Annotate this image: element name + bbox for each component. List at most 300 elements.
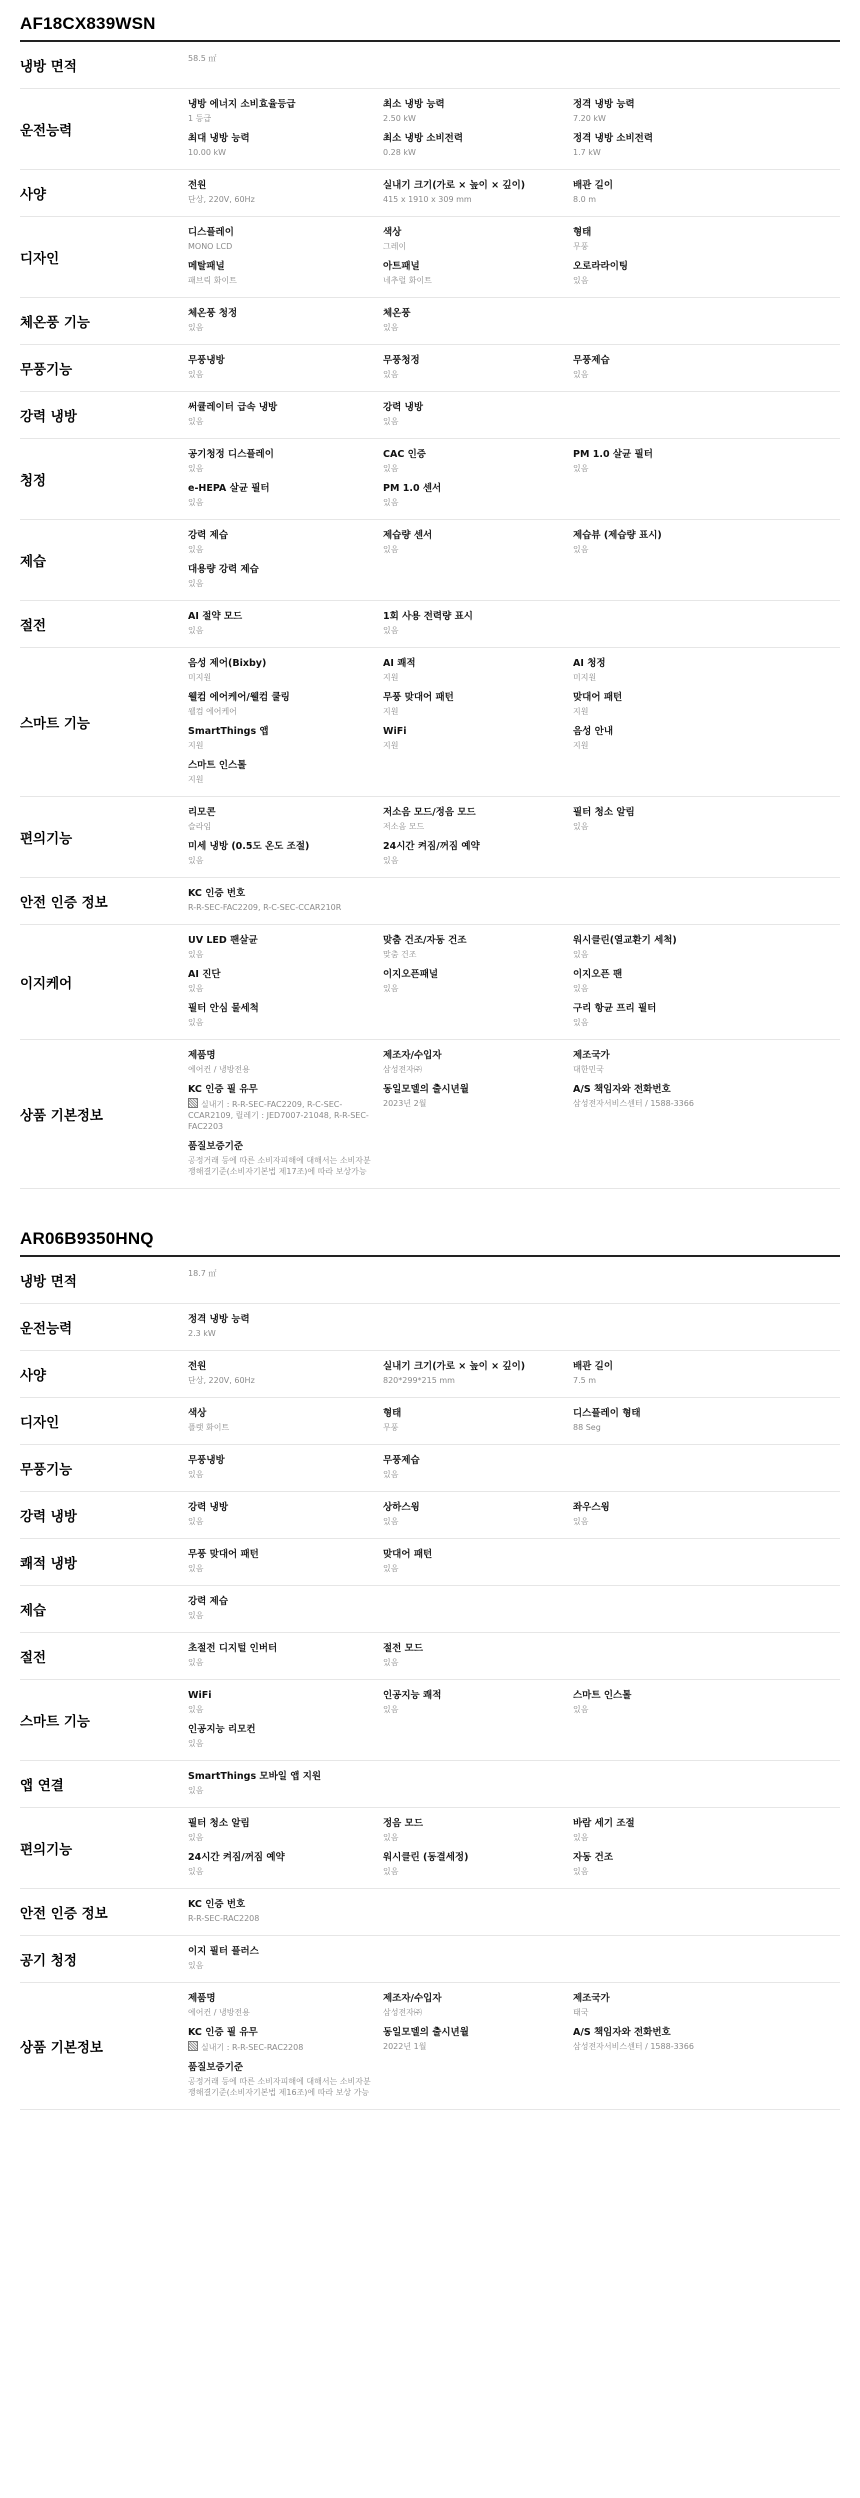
spec-item-value-text: 있음 [188, 856, 204, 865]
spec-item-value [188, 544, 375, 555]
spec-section [20, 1351, 840, 1398]
spec-item-name: 바람 세기 조절 [573, 1818, 635, 1829]
spec-item-value-text: 지원 [188, 741, 204, 750]
spec-item-name: 실내기 크기(가로 × 높이 × 깊이) [383, 180, 526, 191]
spec-item-value-text: 플랫 화이트 [188, 1423, 230, 1432]
spec-item-name: CAC 인증 [383, 449, 426, 460]
spec-item-name: 필터 안심 물세척 [188, 1003, 259, 1014]
spec-item-value-text: 820*299*215 mm [383, 1376, 455, 1385]
product-spec-block [20, 14, 840, 1189]
spec-item [573, 1404, 840, 1438]
spec-item-value [383, 241, 565, 252]
spec-item [188, 2058, 383, 2103]
spec-item [188, 607, 383, 641]
spec-item-value-text: 있음 [188, 370, 204, 379]
spec-item [188, 722, 383, 756]
spec-item-value [383, 113, 565, 124]
spec-item-name: SmartThings 앱 [188, 726, 269, 737]
spec-item-name: 써큘레이터 급속 냉방 [188, 402, 278, 413]
kc-mark-icon [188, 1098, 198, 1108]
spec-item-value-text: 있음 [383, 1833, 399, 1842]
spec-item [383, 722, 573, 756]
spec-category-label: 쾌적 냉방 [20, 1556, 77, 1572]
spec-item-value [383, 1563, 565, 1574]
spec-item [188, 1814, 383, 1848]
spec-category-label: 스마트 기능 [20, 1714, 90, 1730]
spec-item-value [188, 53, 375, 64]
spec-item-value [383, 1422, 565, 1433]
spec-section [20, 1983, 840, 2110]
spec-items-grid [188, 89, 840, 169]
spec-item-value [188, 1960, 375, 1971]
spec-item-value-text: 있음 [188, 1018, 204, 1027]
spec-item-value-text: 에어컨 / 냉방전용 [188, 1065, 250, 1074]
spec-section [20, 42, 840, 89]
spec-item-name: 24시간 켜짐/꺼짐 예약 [188, 1852, 285, 1863]
spec-item-value [188, 855, 375, 866]
spec-item-value [383, 1657, 565, 1668]
spec-items-grid [188, 878, 840, 924]
spec-item-value [188, 1738, 375, 1749]
spec-item-value-text: 10.00 kW [188, 148, 226, 157]
spec-item-value-text: 있음 [188, 1470, 204, 1479]
spec-category-label: 편의기능 [20, 1842, 73, 1858]
spec-item-name: 형태 [573, 227, 592, 238]
spec-items-grid [188, 601, 840, 647]
spec-item-name: 이지 필터 플러스 [188, 1946, 259, 1957]
spec-item [573, 688, 840, 722]
spec-item-value [383, 740, 565, 751]
spec-item [188, 1989, 383, 2023]
spec-item-name: 무풍냉방 [188, 1455, 225, 1466]
spec-item-name: UV LED 팬살균 [188, 935, 258, 946]
spec-item-value [383, 2041, 565, 2052]
spec-item-value [573, 1866, 832, 1877]
spec-item-value-text: 패브릭 화이트 [188, 276, 237, 285]
spec-item-value-text: 있음 [188, 1564, 204, 1573]
spec-item-name: 색상 [383, 227, 402, 238]
spec-item-value [383, 497, 565, 508]
spec-item [188, 1592, 383, 1626]
spec-item-name: 워시클린 (동결세정) [383, 1852, 469, 1863]
spec-item-name: 무풍청정 [383, 355, 420, 366]
product-spec-block [20, 1229, 840, 2110]
spec-item [383, 1686, 573, 1720]
spec-item [573, 351, 840, 385]
spec-item [573, 1686, 840, 1720]
spec-item-value [573, 706, 832, 717]
spec-item-value-text: 에어컨 / 냉방전용 [188, 2008, 250, 2017]
spec-item-name: 전원 [188, 180, 207, 191]
spec-item-name: 제품명 [188, 1050, 216, 1061]
spec-item-value-text: 미지원 [573, 673, 597, 682]
spec-item-value-text: 있음 [383, 545, 399, 554]
spec-item-value-text: 지원 [573, 741, 589, 750]
spec-item-name: 동일모델의 출시년월 [383, 2027, 469, 2038]
spec-items-grid [188, 1889, 840, 1935]
spec-item-value [573, 2007, 832, 2018]
spec-item [573, 1989, 840, 2023]
spec-item-name: 필터 청소 알림 [573, 807, 635, 818]
spec-item-value [383, 949, 565, 960]
spec-category-label: 절전 [20, 618, 47, 634]
spec-item-value-text: 웰컴 에어케어 [188, 707, 237, 716]
spec-item-value-text: 있음 [188, 323, 204, 332]
spec-item [383, 837, 573, 871]
spec-item-value-text: 있음 [383, 984, 399, 993]
spec-item-value-text: 단상, 220V, 60Hz [188, 1376, 255, 1385]
spec-item [188, 999, 383, 1033]
spec-item [573, 999, 840, 1033]
spec-section [20, 1040, 840, 1189]
spec-items-grid [188, 1586, 840, 1632]
spec-item-value-text: 있음 [573, 1833, 589, 1842]
spec-item-name: 디스플레이 [188, 227, 234, 238]
spec-category-label: 강력 냉방 [20, 1509, 77, 1525]
spec-item-value-text: 1.7 kW [573, 148, 601, 157]
spec-item-value-text: 있음 [188, 1739, 204, 1748]
spec-item-value [188, 740, 375, 751]
spec-category-label: 제습 [20, 1603, 47, 1619]
spec-item-value-text: 있음 [573, 1705, 589, 1714]
spec-item [188, 2023, 383, 2058]
spec-item-value-text: 2023년 2월 [383, 1099, 427, 1108]
spec-item-value-text: 그레이 [383, 242, 407, 251]
spec-item-value [188, 241, 375, 252]
spec-item-value [573, 113, 832, 124]
spec-item-name: 아트패널 [383, 261, 420, 272]
spec-category-label: 무풍기능 [20, 362, 73, 378]
spec-items-grid [188, 1492, 840, 1538]
spec-item-value [573, 369, 832, 380]
spec-item [188, 1686, 383, 1720]
spec-item-value [383, 672, 565, 683]
spec-items-grid [188, 170, 840, 216]
spec-item-name: 정격 냉방 능력 [188, 1314, 250, 1325]
spec-section [20, 1492, 840, 1539]
spec-item-name: 디스플레이 형태 [573, 1408, 641, 1419]
spec-category-label: 안전 인증 정보 [20, 1906, 108, 1922]
spec-items-grid [188, 1983, 840, 2109]
spec-category-label: 강력 냉방 [20, 409, 77, 425]
spec-item [573, 1498, 840, 1532]
spec-category-label: 운전능력 [20, 1321, 73, 1337]
spec-item [383, 398, 573, 432]
spec-items-grid [188, 1257, 840, 1303]
spec-section [20, 520, 840, 601]
spec-category-label: 스마트 기능 [20, 716, 90, 732]
spec-item-value-text: 지원 [383, 673, 399, 682]
spec-item-value-text: 8.0 m [573, 195, 597, 204]
spec-item-value [573, 194, 832, 205]
spec-item-value-text: 지원 [383, 707, 399, 716]
spec-item-value-text: 있음 [188, 1705, 204, 1714]
spec-item-value [188, 983, 375, 994]
spec-item-name: 강력 제습 [188, 530, 229, 541]
spec-item-value-text: 있음 [188, 1611, 204, 1620]
spec-item-value [383, 1866, 565, 1877]
spec-item-name: 저소음 모드/정음 모드 [383, 807, 476, 818]
spec-item [383, 1639, 573, 1673]
spec-items-grid [188, 42, 840, 88]
spec-item-value-text: 1 등급 [188, 114, 212, 123]
spec-items-grid [188, 1398, 840, 1444]
spec-item-value [188, 774, 375, 785]
spec-item-value [188, 706, 375, 717]
spec-item-value-text: 있음 [383, 323, 399, 332]
spec-item-value-text: 실내기 : R-R-SEC-RAC2208 [201, 2043, 304, 2052]
spec-item [383, 1989, 573, 2023]
spec-item-value-text: 2022년 1월 [383, 2042, 427, 2051]
spec-category-label: 디자인 [20, 251, 60, 267]
spec-item-value [188, 1610, 375, 1621]
spec-item-value [383, 1098, 565, 1109]
spec-category-label: 냉방 면적 [20, 1274, 77, 1290]
spec-item [383, 1545, 573, 1579]
spec-item [188, 1767, 383, 1801]
spec-page [20, 0, 840, 2110]
spec-section [20, 1398, 840, 1445]
spec-items-grid [188, 1633, 840, 1679]
spec-item-value [573, 1375, 832, 1386]
spec-item [573, 722, 840, 756]
spec-item-value [188, 1155, 375, 1177]
spec-item-name: 맞대어 패턴 [383, 1549, 433, 1560]
spec-item-name: 스마트 인스톨 [188, 760, 247, 771]
spec-item-name: 정음 모드 [383, 1818, 424, 1829]
spec-item-name: 초절전 디지털 인버터 [188, 1643, 278, 1654]
spec-item-value-text: 공정거래 등에 따른 소비자피해에 대해서는 소비자분쟁해결기준(소비자기본법 제17조)에 따라 보상가능 [188, 1156, 371, 1176]
spec-item-name: 웰컴 에어케어/웰컴 쿨링 [188, 692, 290, 703]
spec-item-value-text: 있음 [188, 626, 204, 635]
spec-item-value [188, 949, 375, 960]
spec-item-value-text: 실내기 : R-R-SEC-FAC2209, R-C-SEC-CCAR2109, 릴레기 : JED7007-21048, R-R-SEC-FAC2203 [188, 1100, 369, 1131]
spec-item-value [573, 983, 832, 994]
spec-item [573, 176, 840, 210]
spec-item-name: 상하스윙 [383, 1502, 420, 1513]
spec-item-value [573, 544, 832, 555]
spec-item [188, 351, 383, 385]
spec-item-value [383, 544, 565, 555]
spec-item-value-text: 대한민국 [573, 1065, 604, 1074]
spec-item [188, 756, 383, 790]
spec-category-label: 냉방 면적 [20, 59, 77, 75]
spec-item-name: 스마트 인스톨 [573, 1690, 632, 1701]
spec-item [188, 560, 383, 594]
spec-section [20, 345, 840, 392]
spec-item-value [573, 1704, 832, 1715]
spec-item-value [188, 2076, 375, 2098]
spec-item-value-text: 있음 [383, 370, 399, 379]
spec-item [188, 1137, 383, 1182]
spec-item-value-text: 있음 [573, 276, 589, 285]
spec-item-name: 오로라라이팅 [573, 261, 629, 272]
spec-item-value [188, 1832, 375, 1843]
spec-item [383, 445, 573, 479]
spec-item-name: 이지오픈 팬 [573, 969, 623, 980]
spec-item-value [383, 369, 565, 380]
spec-item-value [383, 275, 565, 286]
spec-item-value [188, 1375, 375, 1386]
spec-category-label: 무풍기능 [20, 1462, 73, 1478]
spec-item-value [188, 821, 375, 832]
spec-item-value [573, 1832, 832, 1843]
spec-item-value [573, 821, 832, 832]
spec-items-grid [188, 1808, 840, 1888]
spec-item [188, 803, 383, 837]
spec-item-value [188, 1098, 375, 1132]
spec-item [573, 1046, 840, 1080]
product-model-title: AF18CX839WSN [20, 14, 840, 42]
spec-section [20, 1680, 840, 1761]
spec-item-name: PM 1.0 센서 [383, 483, 442, 494]
spec-item-value [188, 578, 375, 589]
spec-item-value [573, 740, 832, 751]
spec-item-name: 대용량 강력 제습 [188, 564, 259, 575]
spec-item-value-text: 18.7 ㎡ [188, 1269, 217, 1278]
spec-section [20, 1304, 840, 1351]
spec-item-name: 미세 냉방 (0.5도 온도 조절) [188, 841, 310, 852]
spec-item [188, 479, 383, 513]
spec-section [20, 439, 840, 520]
spec-item-value [573, 1516, 832, 1527]
spec-item [383, 1404, 573, 1438]
spec-item-value [383, 416, 565, 427]
spec-item-value-text: 있음 [188, 1867, 204, 1876]
spec-section [20, 1445, 840, 1492]
spec-item [573, 95, 840, 129]
spec-item-value [188, 113, 375, 124]
spec-item-value [188, 1268, 375, 1279]
spec-item [188, 1848, 383, 1882]
spec-item-name: WiFi [188, 1690, 212, 1701]
spec-item-value [383, 625, 565, 636]
spec-item-value [188, 1516, 375, 1527]
spec-item [188, 129, 383, 163]
spec-item-value [188, 322, 375, 333]
spec-item [573, 1814, 840, 1848]
spec-item-value [188, 463, 375, 474]
spec-category-label: 이지케어 [20, 976, 73, 992]
spec-item-name: 체온풍 [383, 308, 411, 319]
spec-item-value-text: 지원 [383, 741, 399, 750]
spec-item-value-text: 있음 [383, 1867, 399, 1876]
spec-item-value-text: 7.5 m [573, 1376, 597, 1385]
spec-item-name: 강력 제습 [188, 1596, 229, 1607]
spec-item-name: 자동 건조 [573, 1852, 614, 1863]
spec-item-name: 제조자/수입자 [383, 1993, 442, 2004]
spec-item [573, 1357, 840, 1391]
spec-item-value-text: 있음 [188, 579, 204, 588]
spec-item [188, 1404, 383, 1438]
spec-item [188, 1942, 383, 1976]
spec-item [188, 257, 383, 291]
spec-item [188, 223, 383, 257]
spec-item-value-text: 있음 [383, 417, 399, 426]
spec-item-name: 배관 길이 [573, 180, 614, 191]
spec-item [383, 999, 573, 1033]
spec-section [20, 1808, 840, 1889]
spec-category-label: 사양 [20, 1368, 47, 1384]
spec-item-value [188, 2007, 375, 2018]
spec-item [573, 965, 840, 999]
spec-item-value-text: 삼성전자㈜ [383, 1065, 422, 1074]
spec-item-value-text: 있음 [188, 984, 204, 993]
spec-item-value-text: 2.50 kW [383, 114, 416, 123]
spec-item-name: 워시클린(열교환기 세척) [573, 935, 677, 946]
spec-item-name: AI 진단 [188, 969, 221, 980]
spec-section [20, 648, 840, 797]
spec-item-value [188, 275, 375, 286]
spec-items-grid [188, 217, 840, 297]
spec-item-value [383, 194, 565, 205]
spec-item [573, 1080, 840, 1137]
spec-item [573, 654, 840, 688]
spec-item-name: 인공지능 쾌적 [383, 1690, 442, 1701]
spec-item-value [188, 1785, 375, 1796]
spec-item [573, 931, 840, 965]
spec-item-value-text: 88 Seg [573, 1423, 601, 1432]
spec-item [383, 654, 573, 688]
spec-item [188, 1046, 383, 1080]
spec-item-value-text: 공정거래 등에 따른 소비자피해에 대해서는 소비자분쟁해결기준(소비자기본법 제16조)에 따라 보상 가능 [188, 2077, 371, 2097]
spec-item-name: 제조자/수입자 [383, 1050, 442, 1061]
spec-item [188, 398, 383, 432]
spec-item-value [383, 1704, 565, 1715]
spec-items-grid [188, 439, 840, 519]
spec-item [188, 1498, 383, 1532]
spec-item [383, 95, 573, 129]
spec-item-name: AI 쾌적 [383, 658, 416, 669]
spec-item-value [188, 2041, 375, 2053]
product-model-title: AR06B9350HNQ [20, 1229, 840, 1257]
spec-item [188, 1357, 383, 1391]
spec-section [20, 89, 840, 170]
spec-item-value-text: 있음 [573, 370, 589, 379]
spec-item-value-text: R-R-SEC-RAC2208 [188, 1914, 260, 1923]
spec-category-label: 절전 [20, 1650, 47, 1666]
spec-item-value [383, 706, 565, 717]
spec-item [383, 1046, 573, 1080]
spec-section [20, 925, 840, 1040]
spec-item-name: 1회 사용 전력량 표시 [383, 611, 473, 622]
spec-item-value [188, 194, 375, 205]
spec-item-value [383, 1469, 565, 1480]
spec-item [188, 1639, 383, 1673]
spec-item-name: PM 1.0 살균 필터 [573, 449, 653, 460]
spec-item-value-text: 2.3 kW [188, 1329, 216, 1338]
spec-item [188, 304, 383, 338]
spec-section [20, 1257, 840, 1304]
spec-item [188, 931, 383, 965]
spec-item-value-text: 있음 [573, 1517, 589, 1526]
spec-item [188, 1895, 383, 1929]
spec-item-value-text: 있음 [573, 545, 589, 554]
spec-item-value-text: 맞춤 건조 [383, 950, 417, 959]
spec-item [188, 654, 383, 688]
spec-item-name: 이지오픈패널 [383, 969, 439, 980]
spec-item-value [573, 672, 832, 683]
spec-item-name: 절전 모드 [383, 1643, 424, 1654]
kc-mark-icon [188, 2041, 198, 2051]
spec-item-value [383, 1516, 565, 1527]
spec-item-value-text: 있음 [573, 1867, 589, 1876]
spec-item-value-text: 415 x 1910 x 309 mm [383, 195, 472, 204]
spec-section [20, 1889, 840, 1936]
spec-item-value [573, 1098, 832, 1109]
spec-items-grid [188, 1761, 840, 1807]
spec-item-value [188, 1913, 375, 1924]
